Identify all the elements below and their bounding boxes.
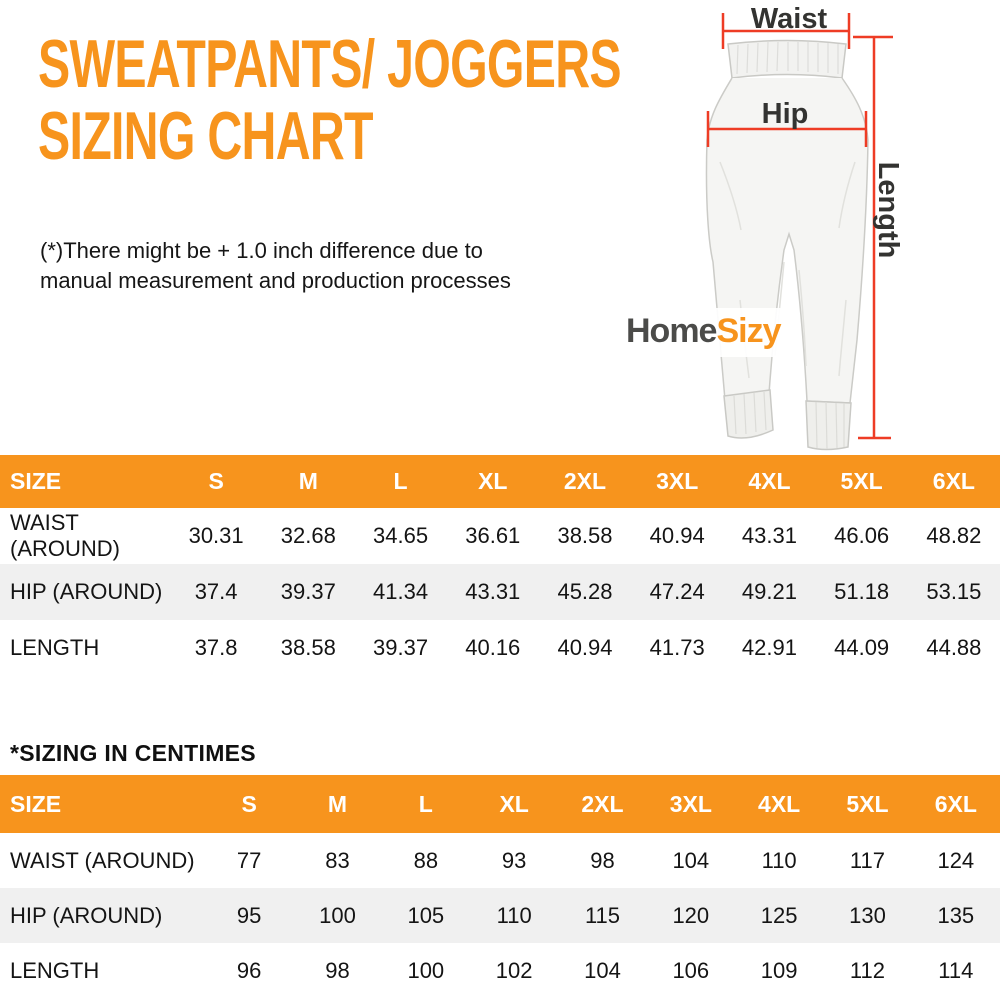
column-header: 6XL bbox=[912, 775, 1000, 833]
column-header: 3XL bbox=[631, 455, 723, 508]
size-value: 130 bbox=[849, 902, 886, 928]
column-header: 4XL bbox=[735, 775, 823, 833]
size-value: 51.18 bbox=[834, 579, 890, 604]
size-value: 135 bbox=[937, 902, 975, 928]
measurement-note bbox=[40, 236, 511, 296]
table-header-row bbox=[0, 775, 1000, 833]
column-header: L bbox=[354, 455, 446, 508]
size-value: 46.06 bbox=[834, 523, 890, 548]
size-value: 104 bbox=[672, 847, 710, 873]
size-value: 40.16 bbox=[465, 635, 521, 660]
size-value: 88 bbox=[413, 847, 439, 873]
size-value: 102 bbox=[495, 957, 533, 983]
size-value: 77 bbox=[236, 847, 262, 873]
size-value: 124 bbox=[937, 847, 975, 873]
size-value: 95 bbox=[236, 902, 262, 928]
brand-logo bbox=[612, 308, 793, 357]
size-value: 44.09 bbox=[834, 635, 890, 660]
waist-label: Waist bbox=[750, 3, 828, 35]
size-value: 43.31 bbox=[741, 523, 797, 548]
size-value: 43.31 bbox=[465, 579, 521, 604]
table-row bbox=[0, 943, 1000, 998]
size-value: 120 bbox=[672, 902, 710, 928]
page-title bbox=[38, 28, 621, 172]
size-value: 110 bbox=[761, 847, 797, 873]
size-value: 38.58 bbox=[280, 635, 336, 660]
size-value: 98 bbox=[590, 847, 615, 873]
column-header: 5XL bbox=[816, 455, 908, 508]
size-value: 41.73 bbox=[649, 635, 705, 660]
page-title-line2: SIZING CHART bbox=[38, 98, 373, 174]
size-value: 44.88 bbox=[926, 635, 982, 660]
measurement-note-line2: manual measurement and production processes bbox=[40, 268, 511, 293]
cm-section-heading: *SIZING IN CENTIMES bbox=[10, 740, 256, 766]
size-value: 100 bbox=[319, 902, 356, 928]
size-value: 30.31 bbox=[188, 523, 244, 548]
column-header: SIZE bbox=[0, 455, 170, 508]
row-label: LENGTH bbox=[10, 957, 100, 983]
brand-logo-home: Home bbox=[626, 312, 717, 350]
size-value: 49.21 bbox=[741, 579, 797, 604]
column-header: XL bbox=[470, 775, 558, 833]
row-label: HIP (AROUND) bbox=[10, 902, 163, 928]
size-value: 96 bbox=[236, 957, 262, 983]
column-header: M bbox=[262, 455, 354, 508]
brand-logo-sizy: Sizy bbox=[716, 312, 781, 350]
size-value: 93 bbox=[501, 847, 527, 873]
size-value: 100 bbox=[407, 957, 445, 983]
size-table-inches bbox=[0, 455, 1000, 676]
column-header: S bbox=[205, 775, 293, 833]
size-value: 39.37 bbox=[373, 635, 429, 660]
size-value: 40.94 bbox=[557, 635, 613, 660]
column-header: XL bbox=[447, 455, 539, 508]
size-value: 38.58 bbox=[557, 523, 613, 548]
page-title-line1: SWEATPANTS/ JOGGERS bbox=[38, 26, 621, 102]
hip-label: Hip bbox=[761, 98, 809, 130]
pants-diagram bbox=[680, 0, 1000, 460]
size-value: 83 bbox=[325, 847, 350, 873]
size-value: 37.8 bbox=[194, 635, 238, 660]
table-row bbox=[0, 833, 1000, 888]
size-value: 32.68 bbox=[280, 523, 336, 548]
size-value: 106 bbox=[672, 957, 710, 983]
size-value: 37.4 bbox=[194, 579, 238, 604]
size-value: 104 bbox=[584, 957, 621, 983]
table-row bbox=[0, 888, 1000, 943]
size-value: 42.91 bbox=[741, 635, 797, 660]
table-header-row bbox=[0, 455, 1000, 508]
size-value: 39.37 bbox=[280, 579, 336, 604]
size-value: 40.94 bbox=[649, 523, 705, 548]
size-value: 98 bbox=[325, 957, 350, 983]
column-header: 4XL bbox=[723, 455, 815, 508]
size-value: 41.34 bbox=[373, 579, 429, 604]
size-value: 105 bbox=[407, 902, 445, 928]
row-label: LENGTH bbox=[10, 635, 100, 660]
length-label: Length bbox=[872, 161, 904, 259]
size-value: 109 bbox=[760, 957, 798, 983]
size-table-centimeters bbox=[0, 775, 1000, 998]
row-label: HIP (AROUND) bbox=[10, 579, 163, 604]
size-value: 53.15 bbox=[926, 579, 982, 604]
column-header: 5XL bbox=[823, 775, 911, 833]
size-value: 115 bbox=[584, 902, 621, 928]
size-value: 34.65 bbox=[373, 523, 429, 548]
column-header: M bbox=[293, 775, 381, 833]
size-value: 117 bbox=[849, 847, 885, 873]
table-row bbox=[0, 564, 1000, 620]
size-value: 45.28 bbox=[557, 579, 613, 604]
row-label: WAIST (AROUND) bbox=[10, 847, 195, 873]
size-value: 112 bbox=[849, 957, 885, 983]
column-header: 6XL bbox=[908, 455, 1000, 508]
table-row bbox=[0, 620, 1000, 676]
column-header: 2XL bbox=[539, 455, 631, 508]
column-header: SIZE bbox=[0, 775, 205, 833]
row-label: WAIST (AROUND) bbox=[10, 510, 120, 561]
size-value: 48.82 bbox=[926, 523, 982, 548]
size-value: 125 bbox=[760, 902, 798, 928]
size-value: 36.61 bbox=[465, 523, 521, 548]
table-row bbox=[0, 508, 1000, 564]
column-header: 3XL bbox=[647, 775, 735, 833]
column-header: L bbox=[382, 775, 470, 833]
column-header: S bbox=[170, 455, 262, 508]
column-header: 2XL bbox=[558, 775, 646, 833]
measurement-note-line1: (*)There might be + 1.0 inch difference due to bbox=[40, 238, 483, 263]
size-value: 47.24 bbox=[649, 579, 705, 604]
size-value: 114 bbox=[938, 957, 974, 983]
size-value: 110 bbox=[496, 902, 532, 928]
